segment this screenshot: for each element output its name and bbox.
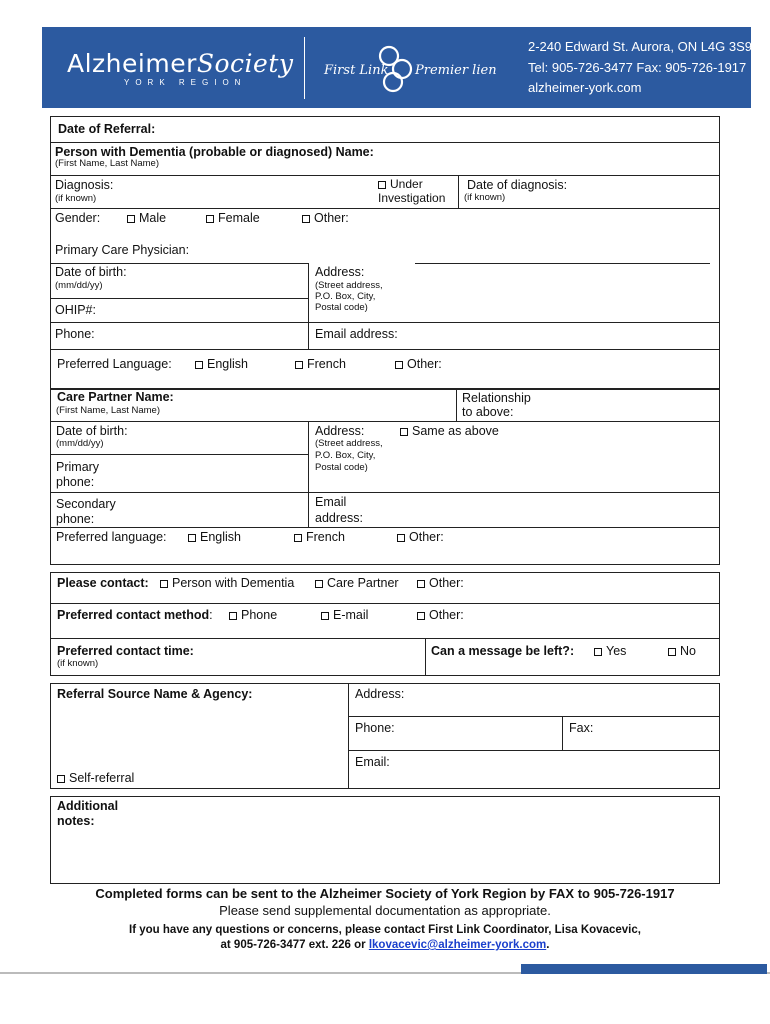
message-no-checkbox[interactable]: No xyxy=(668,644,696,658)
person-dob-hint: (mm/dd/yy) xyxy=(55,280,103,291)
person-lang-english-checkbox[interactable]: English xyxy=(195,357,248,371)
checkbox-icon xyxy=(594,648,602,656)
contact-partner-checkbox[interactable]: Care Partner xyxy=(315,576,399,590)
gender-male-checkbox[interactable]: Male xyxy=(127,211,166,225)
checkbox-icon xyxy=(378,181,386,189)
checkbox-icon xyxy=(295,361,303,369)
primary-phone-label-2: phone: xyxy=(56,475,95,489)
checkbox-icon xyxy=(417,580,425,588)
method-phone-checkbox[interactable]: Phone xyxy=(229,608,277,622)
message-left-label: Can a message be left?: xyxy=(431,644,575,658)
partner-address-label: Address: xyxy=(315,424,365,438)
checkbox-icon xyxy=(302,215,310,223)
partner-address-hint-2: P.O. Box, City, xyxy=(315,450,376,461)
logo-region: YORK REGION xyxy=(124,78,247,87)
referral-email-label: Email: xyxy=(355,755,390,769)
notes-label-2: notes: xyxy=(57,814,95,828)
person-dob-label: Date of birth: xyxy=(55,265,127,279)
checkbox-icon xyxy=(395,361,403,369)
contact-method-label: Preferred contact method: xyxy=(57,608,213,622)
under-investigation-label: Investigation xyxy=(378,191,446,205)
date-of-referral-label: Date of Referral: xyxy=(58,122,156,136)
person-address-hint-2: P.O. Box, City, xyxy=(315,291,376,302)
checkbox-icon xyxy=(160,580,168,588)
physician-label: Primary Care Physician: xyxy=(55,243,190,257)
person-email-label: Email address: xyxy=(315,327,398,341)
footer-line-4: at 905-726-3477 ext. 226 or lkovacevic@alzheimer-york.com. xyxy=(220,939,550,951)
diagnosis-label: Diagnosis: xyxy=(55,178,114,192)
person-address-hint-1: (Street address, xyxy=(315,280,383,291)
secondary-phone-label-2: phone: xyxy=(56,512,95,526)
referral-fax-label: Fax: xyxy=(569,721,594,735)
same-as-above-checkbox[interactable]: Same as above xyxy=(400,424,499,438)
contact-time-label: Preferred contact time: xyxy=(57,644,194,658)
footer-line-1: Completed forms can be sent to the Alzheimer Society of York Region by FAX to 905-726-1917 xyxy=(95,886,675,901)
first-link-text: First Link xyxy=(324,63,389,78)
gender-other-checkbox[interactable]: Other: xyxy=(302,211,349,225)
partner-dob-hint: (mm/dd/yy) xyxy=(56,438,104,449)
partner-address-hint-3: Postal code) xyxy=(315,462,368,473)
alzheimer-society-logo: AlzheimerSociety xyxy=(67,49,294,78)
secondary-phone-label-1: Secondary xyxy=(56,497,116,511)
header-divider xyxy=(304,37,305,99)
gender-label: Gender: xyxy=(55,211,101,225)
checkbox-icon xyxy=(229,612,237,620)
header-website: alzheimer-york.com xyxy=(528,80,642,95)
checkbox-icon xyxy=(417,612,425,620)
premier-lien-text: Premier lien xyxy=(415,63,497,78)
checkbox-icon xyxy=(397,534,405,542)
method-email-checkbox[interactable]: E-mail xyxy=(321,608,368,622)
referral-source-label: Referral Source Name & Agency: xyxy=(57,687,253,701)
header-banner xyxy=(42,27,751,108)
partner-lang-french-checkbox[interactable]: French xyxy=(294,530,345,544)
primary-phone-label-1: Primary xyxy=(56,460,100,474)
contact-person-checkbox[interactable]: Person with Dementia xyxy=(160,576,294,590)
partner-lang-other-checkbox[interactable]: Other: xyxy=(397,530,444,544)
message-yes-checkbox[interactable]: Yes xyxy=(594,644,626,658)
gender-female-checkbox[interactable]: Female xyxy=(206,211,260,225)
partner-language-label: Preferred language: xyxy=(56,530,167,544)
header-address: 2-240 Edward St. Aurora, ON L4G 3S9 xyxy=(528,39,753,54)
referral-address-label: Address: xyxy=(355,687,405,701)
person-address-label: Address: xyxy=(315,265,365,279)
method-other-checkbox[interactable]: Other: xyxy=(417,608,464,622)
relationship-label-1: Relationship xyxy=(462,391,531,405)
person-name-label: Person with Dementia (probable or diagnosed) Name: xyxy=(55,145,374,159)
relationship-label-2: to above: xyxy=(462,405,514,419)
checkbox-icon xyxy=(195,361,203,369)
footer-line-3: If you have any questions or concerns, please contact First Link Coordinator, Lisa Kovacevic, xyxy=(129,924,641,936)
partner-name-label: Care Partner Name: xyxy=(57,390,174,404)
diagnosis-hint: (if known) xyxy=(55,193,97,204)
notes-label-1: Additional xyxy=(57,799,119,813)
contact-other-checkbox[interactable]: Other: xyxy=(417,576,464,590)
contact-time-hint: (if known) xyxy=(57,658,99,669)
checkbox-icon xyxy=(294,534,302,542)
please-contact-label: Please contact: xyxy=(57,576,149,590)
footer-line-2: Please send supplemental documentation as appropriate. xyxy=(219,903,551,918)
person-phone-label: Phone: xyxy=(55,327,95,341)
under-investigation-checkbox[interactable]: Under xyxy=(378,177,423,191)
checkbox-icon xyxy=(321,612,329,620)
referral-phone-label: Phone: xyxy=(355,721,395,735)
partner-name-hint: (First Name, Last Name) xyxy=(56,405,160,416)
self-referral-checkbox[interactable]: Self-referral xyxy=(57,771,134,785)
ohip-label: OHIP#: xyxy=(55,303,96,317)
first-link-rings-icon xyxy=(375,43,419,95)
person-lang-french-checkbox[interactable]: French xyxy=(295,357,346,371)
coordinator-email-link[interactable]: lkovacevic@alzheimer-york.com xyxy=(368,939,547,951)
person-language-label: Preferred Language: xyxy=(57,357,172,371)
checkbox-icon xyxy=(315,580,323,588)
checkbox-icon xyxy=(57,775,65,783)
bottom-accent-bar xyxy=(521,964,767,974)
partner-address-hint-1: (Street address, xyxy=(315,438,383,449)
date-of-diagnosis-label: Date of diagnosis: xyxy=(467,178,568,192)
checkbox-icon xyxy=(668,648,676,656)
partner-dob-label: Date of birth: xyxy=(56,424,128,438)
person-lang-other-checkbox[interactable]: Other: xyxy=(395,357,442,371)
partner-email-label-2: address: xyxy=(315,511,363,525)
partner-email-label-1: Email xyxy=(315,495,347,509)
partner-lang-english-checkbox[interactable]: English xyxy=(188,530,241,544)
person-address-hint-3: Postal code) xyxy=(315,302,368,313)
header-tel-fax: Tel: 905-726-3477 Fax: 905-726-1917 xyxy=(528,60,747,75)
checkbox-icon xyxy=(400,428,408,436)
checkbox-icon xyxy=(206,215,214,223)
person-name-hint: (First Name, Last Name) xyxy=(55,158,159,169)
checkbox-icon xyxy=(127,215,135,223)
checkbox-icon xyxy=(188,534,196,542)
date-of-diagnosis-hint: (if known) xyxy=(464,192,506,203)
notes-section[interactable] xyxy=(50,796,720,884)
